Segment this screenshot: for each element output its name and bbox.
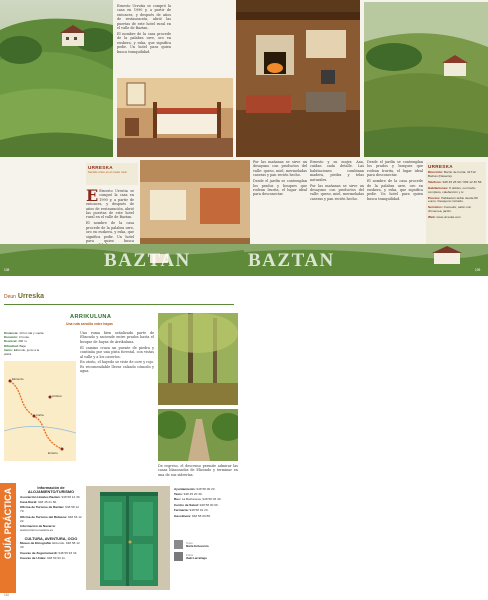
info-entry [20,501,82,505]
info-text: Elizondo. 948 58 12 30. [20,541,80,550]
hotel-detail-entry [428,197,484,205]
hotel-detail-entry [428,171,484,179]
paragraph: Ernesto Urrutia se compró la casa en 1990 y, a partir de entonces, y después de años de restauración, abrió las puertas de este hotel rural en el valle de Baztan. [86,189,134,220]
info-label: Casa Rural: [20,499,38,504]
map-label: Irurita [36,413,44,417]
info-label: Bus: [174,497,181,502]
folio-right: 109 [475,268,481,272]
entry-label: Habitaciones: [428,185,449,190]
info-label: Museo de Etnografía: [20,541,52,546]
entry-text: Habitación doble desde 80 euros. Desayuno incluido. [428,195,478,204]
info-title-2: CULTURA, AVENTURA, OCIO [24,536,78,541]
entry-label: Teléfono: [428,179,442,184]
entry-text: Barrio de Irurita. 31712 Baztan (Navarra). [428,170,476,178]
guide-side-bar [0,483,16,593]
info-text: 948 58 12 30. [61,494,81,499]
portrait-thumb [174,552,183,561]
credit-name: Marta Echeverría [186,543,209,548]
info-entry [174,515,240,519]
info-text: 948 58 00 06. [199,502,219,507]
route-facts [4,331,46,356]
brand-wordmark-right: BAZTAN [248,250,335,271]
fact-label: Inicio: [4,347,13,352]
entry-text: Comedor, salón con chimenea, jardín. [428,205,472,214]
paragraph: Desde el jardín se contemplan los prados y bosques que rodean Irurita, el lugar ideal para desconectar. [367,160,423,178]
info-entry [20,557,82,561]
hotel-box-title: URRESKA [88,165,113,170]
paragraph-with-dropcap [86,186,134,220]
info-entry [20,542,82,550]
paragraph: Por las mañanas se sirve un desayuno con productos del valle: queso, miel, mermeladas caseras y pan recién hecho. [310,183,364,201]
info-text: 948 45 21 60. [38,499,58,504]
info-text: 948 58 01 23. [189,508,209,513]
info-text: 948 58 00 88. [191,513,211,518]
fact-label: Duración: [4,335,19,340]
info-text: 948 58 12 79. [20,505,79,514]
info-text: 948 63 12 22. [20,514,82,523]
paragraph: El nombre de la casa procede de la palabra urre, oro en euskera, y eska, que significa pedir. Un hotel para quien busca tranquilidad. [117,31,171,54]
entry-label: Dirección: [428,170,444,174]
info-title: Información de ALOJAMIENTO/TURISMO [27,486,75,494]
fact-text: 400 m. [18,339,28,344]
route-map [4,361,76,461]
photo-forest-path [158,409,238,461]
section-rule [4,304,234,305]
fact-text: 3 horas. [18,335,30,340]
credit-label: Texto [186,540,193,545]
fact-text: Baja. [19,343,27,348]
body-column-top-center [117,4,171,74]
fact-text: 10 km ida y vuelta. [19,331,45,335]
entry-label: Servicios: [428,205,443,210]
route-body-a [80,331,154,466]
info-label: Asociación Hoteles Baztan: [20,494,61,499]
hotel-box-subtitle: Sentido único en el medio rural [88,170,127,174]
photo-farmhouse-landscape [0,0,113,157]
hotel-detail-entry [428,187,484,195]
info-text: www.turismo.navarra.es [20,527,54,532]
info-label: Farmacia: [174,508,189,513]
hotel-detail-entry [428,216,484,220]
section-tag [4,293,44,300]
entry-text: 6 dobles, con baño completo, calefacción y tv. [428,185,476,194]
paragraph: Por las mañanas se sirve un desayuno con productos del valle: queso, miel, mermeladas caseras y pan recién hecho. [253,160,307,178]
hotel-detail-entry [428,181,484,185]
credit-row [174,552,240,561]
section-tag-prefix: Deun [4,294,16,300]
credits [174,540,240,561]
portrait-thumb [174,540,183,549]
paragraph: Ernesto Urrutia se compró la casa en 1990 y, a partir de entonces, y después de años de restauración, abrió las puertas de este hotel rural en el valle de Baztan. [117,4,171,31]
info-label: Taxis: [174,491,183,496]
paragraph: Ernesto y su mujer, Ana, cuidan cada detalle. Las habitaciones combinan madera, piedra y telas naturales. [310,160,364,182]
info-entry [20,516,82,524]
info-entry [20,552,82,556]
fact-label: Distancia: [4,331,19,335]
credit-name: Iñaki Larrañaga [186,555,207,560]
fact-label: Desnivel: [4,339,18,344]
route-fact [4,348,46,356]
paragraph: Desde el jardín se contemplan los prados y bosques que rodean Irurita, el lugar ideal para desconectar. [253,179,307,197]
paragraph: Una ruma bien señalizada parte de Elizondo y asciende entre prados hasta el bosque de hayas de Arrikuluna. [80,331,154,344]
folio-left-bottom: 110 [4,593,10,597]
info-text: 948 59 93 11. [47,555,66,560]
photo-living-room [236,0,360,157]
info-entry [174,493,240,497]
credit-text [186,542,209,549]
brand-wordmark-left: BAZTAN [104,250,191,271]
hotel-details-title: URRESKA [428,164,453,169]
paragraph: El camino cruza un puente de piedra y continúa por una pista forestal, con vistas al valle y a los caseríos. [80,345,154,359]
info-text: 948 58 00 20. [196,486,216,491]
hotel-info-box [86,163,138,185]
spread-bottom [0,283,488,600]
spread-top [0,0,488,276]
paragraph: En otoño, el hayedo se viste de ocre y rojo. Es recomendable llevar calzado cómodo y agua. [80,360,154,374]
practical-info-right [174,486,240,561]
info-label: Ayuntamiento: [174,486,196,491]
entry-label: Precios: [428,195,441,200]
map-label: Erratzu [48,451,58,455]
section-tag-word: Urreska [17,293,44,300]
route-subheadline: Una ruta sencilla entre hayas [66,322,113,326]
info-label: Cuevas de Urdax: [20,555,47,560]
info-label: Oficina de Turismo de Baztan: [20,505,65,510]
credit-row [174,540,240,549]
info-label: Oficina de Turismo del Bidasoa: [20,514,68,519]
credit-label: Fotos [186,552,193,557]
guide-label: GUÍA PRÁCTICA [3,487,13,559]
fact-label: Dificultad: [4,343,19,348]
paragraph: El nombre de la casa procede de la palabra urre, oro en euskera, y eska, que significa pedir. Un hotel para quien busca tranquilidad. [367,179,423,201]
entry-text: 948 45 26 90 / 669 12 30 56. [442,179,483,184]
info-entry [20,525,82,533]
info-entry [20,506,82,514]
info-entry [174,498,240,502]
photo-beech-forest [158,313,238,405]
entry-text: www.urreska.com [436,215,461,220]
hotel-detail-entry [428,206,484,214]
info-text: 948 45 20 30. [183,491,203,496]
route-headline: ARRIKULUNA [70,314,112,320]
info-entry [174,509,240,513]
info-label: Cuevas de Zugarramurdi: [20,550,58,555]
spread-gap [0,276,488,283]
info-label: Gasolinera: [174,513,192,518]
folio-left: 108 [4,268,10,272]
info-entry [20,496,82,500]
map-label: Elizondo [12,377,24,381]
photo-valley [364,2,488,157]
info-label: Centro de Salud: [174,502,199,507]
practical-info [20,486,82,561]
credit-text [186,554,207,561]
paragraph: De regreso, el descenso permite admirar las casas blasonadas de Elizondo y terminar en una de sus sidrerías. [158,464,238,477]
info-text: 948 59 93 34. [58,550,78,555]
entry-label: Web: [428,215,436,220]
info-label: Información de Navarra: [20,523,56,528]
dropcap: E [86,186,99,205]
info-entry [174,488,240,492]
photo-green-door [86,486,170,590]
map-label: Arizkun [52,394,63,398]
paragraph: El nombre de la casa procede de la palabra urre, oro en euskera, y eska, que significa pedir. Un hotel para quien busca [86,221,134,243]
fact-text: Elizondo, junto a la plaza. [4,347,40,357]
info-text: La Baztanesa, 948 58 03 49. [181,497,222,502]
photo-bedroom [117,78,233,157]
info-entry [174,504,240,508]
